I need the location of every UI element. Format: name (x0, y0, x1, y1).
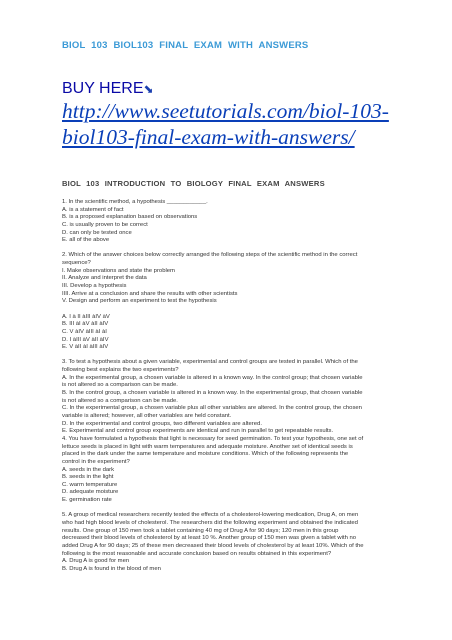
question-line: C. In the experimental group, a chosen variable plus all other variables are altered. In the control group, the chosen (62, 405, 362, 412)
question-line: I. Make observations and state the problem (62, 267, 175, 274)
question-line: A. In the experimental group, a chosen variable is altered in a known way. In the control group; that chosen variable (62, 374, 363, 381)
question-line: D. I àIII àV àII àIV (62, 336, 109, 343)
question-line: control in the experiment? (62, 458, 130, 465)
buy-here-text[interactable]: BUY HERE (62, 80, 144, 97)
question-line: placed in the dark under the same temperature and moisture conditions. Which of the following represents the (62, 451, 349, 458)
question-line: D. can only be tested once (62, 229, 132, 236)
question-line: A. is a statement of fact (62, 206, 124, 213)
question-line: E. V àII àI àIII àIV (62, 344, 109, 351)
arrow-icon: ⬊ (143, 82, 154, 96)
question-line: C. warm temperature (62, 481, 118, 488)
question-line: C. is usually proven to be correct (62, 221, 148, 228)
question-line: following is the most reasonable and accurate conclusion based on results obtained in this experiment? (62, 550, 332, 557)
question-line: IIII. Arrive at a conclusion and share the results with other scientists (62, 290, 238, 297)
document-title: BIOL 103 BIOL103 FINAL EXAM WITH ANSWERS (62, 40, 309, 51)
question-line: who had high blood levels of cholesterol. The researchers did the following experiment and obtained the indicated (62, 519, 358, 526)
questions-body (62, 199, 397, 581)
section-subtitle: BIOL 103 INTRODUCTION TO BIOLOGY FINAL EXAM ANSWERS (62, 179, 325, 188)
question-line: III. Develop a hypothesis (62, 283, 127, 290)
question-line: E. Experimental and control group experiments are identical and run in parallel to get repeatable results. (62, 428, 334, 435)
question-line: B. In the control group, a chosen variable is altered in a known way. In the experimental group, that chosen variable (62, 389, 363, 396)
question-line: 2. Which of the answer choices below correctly arranged the following steps of the scientific method in the correct (62, 252, 358, 259)
question-line: E. germination rate (62, 497, 112, 504)
question-line: lettuce seeds is placed in light with warm temperatures and adequate moisture. Another set of identical seeds is (62, 443, 353, 450)
question-block (62, 359, 397, 504)
question-line: sequence? (62, 260, 91, 267)
question-line: variable is altered; however, all other variables are held constant. (62, 412, 232, 419)
question-line: B. Drug A is found in the blood of men (62, 565, 161, 572)
question-line: A. Drug A is good for men (62, 558, 130, 565)
tutorial-link[interactable]: http://www.seetutorials.com/biol-103-biol103-final-exam-with-answers/ (62, 99, 389, 149)
question-line: results. One group of 150 men took a tablet containing 40 mg of Drug A for 90 days; 120 men in this group (62, 527, 339, 534)
question-line: 4. You have formulated a hypothesis that light is necessary for seed germination. To test your hypothesis, one set of (62, 435, 364, 442)
question-line: A. I à II àIII àIV àV (62, 313, 110, 320)
question-line: D. In the experimental and control groups, two different variables are altered. (62, 420, 262, 427)
question-line: C. V àIV àIII àI àI (62, 328, 107, 335)
question-block (62, 252, 397, 306)
question-line: is not altered so a comparison can be made. (62, 382, 178, 389)
question-line: added Drug A for 90 days; 25 of these men decreased their blood levels of cholesterol by at least 10%. Which of the (62, 542, 364, 549)
question-line: is not altered so a comparison can be made. (62, 397, 178, 404)
buy-here-label[interactable] (62, 80, 154, 98)
question-line: B. is a proposed explanation based on observations (62, 214, 198, 221)
question-line: E. all of the above (62, 237, 110, 244)
question-line: 3. To test a hypothesis about a given variable, experimental and control groups are tested in parallel. Which of the (62, 359, 358, 366)
question-line: decreased their blood levels of cholesterol by at least 10 %. Another group of 150 men was given a tablet with no (62, 535, 357, 542)
question-line: following best explains the two experiments? (62, 366, 179, 373)
question-line: B. seeds in the light (62, 474, 114, 481)
question-block (62, 314, 397, 352)
question-line: A. seeds in the dark (62, 466, 115, 473)
question-line: 5. A group of medical researchers recently tested the effects of a cholesterol-lowering medication, Drug A, on men (62, 512, 359, 519)
question-line: 1. In the scientific method, a hypothesis ____________. (62, 199, 208, 205)
question-block (62, 512, 397, 573)
question-block (62, 199, 397, 245)
question-line: B. III àI àV àII àIV (62, 321, 109, 328)
question-line: V. Design and perform an experiment to test the hypothesis (62, 298, 217, 305)
question-line: D. adequate moisture (62, 489, 119, 496)
question-line: II. Analyze and interpret the data (62, 275, 147, 282)
